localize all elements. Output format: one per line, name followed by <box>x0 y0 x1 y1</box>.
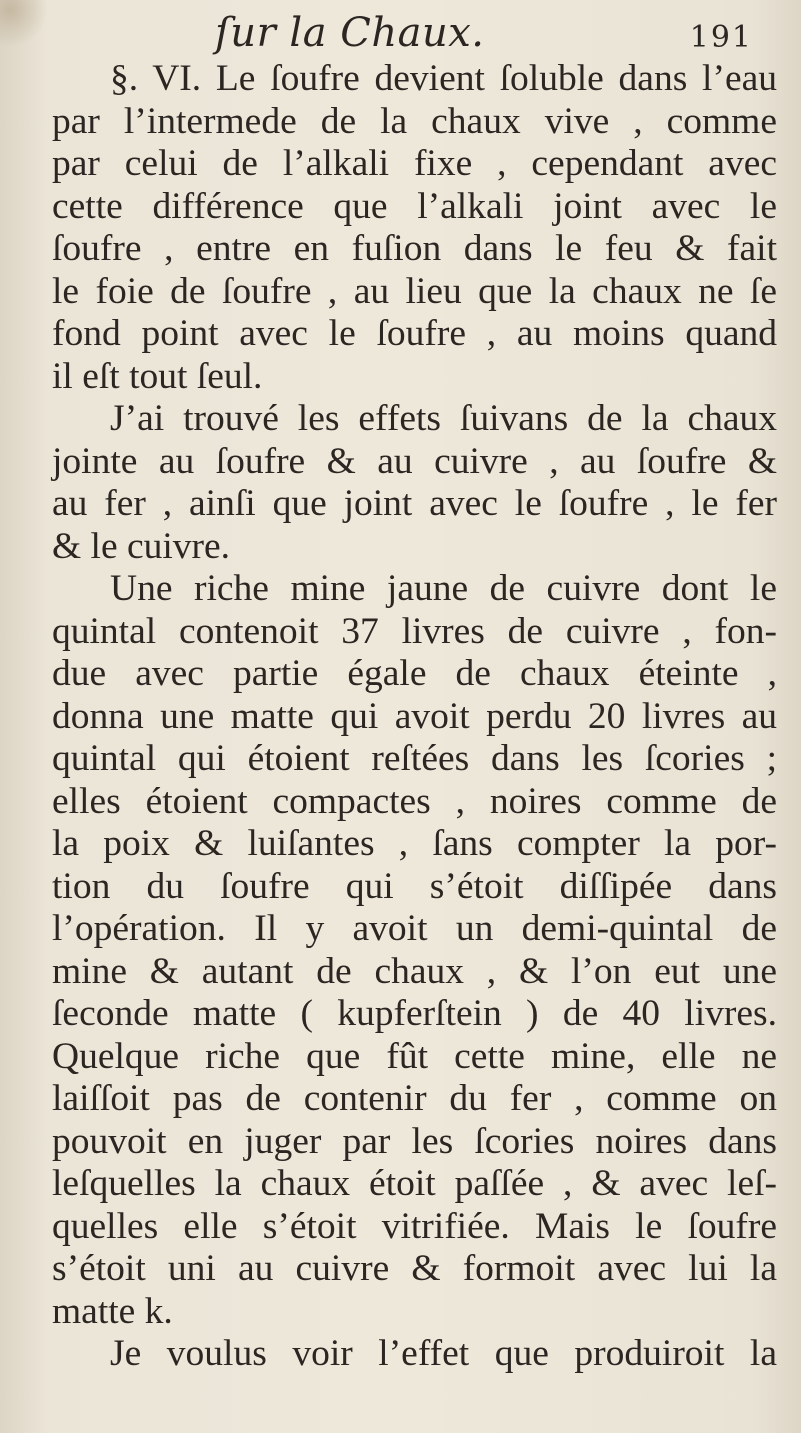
text-line: Quelque riche que fût cette mine, elle ne <box>52 1035 777 1077</box>
text-line: due avec partie égale de chaux éteinte , <box>52 653 777 694</box>
page-header <box>60 4 761 64</box>
text-line: §. VI. Le ſoufre devient ſoluble dans l’eau <box>110 58 777 99</box>
text-line: la poix & luiſantes , ſans compter la por- <box>52 823 777 864</box>
text-line: mine & autant de chaux , & l’on eut une <box>52 950 777 992</box>
text-line: au fer , ainſi que joint avec le ſoufre , le fer <box>52 483 777 524</box>
text-line: s’étoit uni au cuivre & formoit avec lui la <box>52 1248 777 1289</box>
text-line: laiſſoit pas de contenir du fer , comme on <box>52 1078 777 1119</box>
text-line: Je voulus voir l’effet que produiroit la <box>110 1333 777 1374</box>
text-line: leſquelles la chaux étoit paſſée , & avec leſ- <box>52 1163 777 1204</box>
text-line: jointe au ſoufre & au cuivre , au ſoufre & <box>52 440 777 482</box>
text-line: ſeconde matte ( kupferſtein ) de 40 livres. <box>52 993 777 1034</box>
text-line: quintal contenoit 37 livres de cuivre , fon- <box>52 610 777 652</box>
text-line: ſoufre , entre en fuſion dans le feu & fait <box>52 228 777 269</box>
text-line: le foie de ſoufre , au lieu que la chaux ne ſe <box>52 270 777 312</box>
text-line: quelles elle s’étoit vitrifiée. Mais le ſoufre <box>52 1205 777 1247</box>
text-line: par l’intermede de la chaux vive , comme <box>52 100 777 142</box>
text-line: elles étoient compactes , noires comme de <box>52 780 777 822</box>
text-line: il eſt tout ſeul. <box>52 355 263 397</box>
text-line: pouvoit en juger par les ſcories noires dans <box>52 1120 777 1162</box>
page-number: 191 <box>689 20 753 55</box>
text-line: matte k. <box>52 1290 173 1332</box>
text-line: fond point avec le ſoufre , au moins quand <box>52 313 777 354</box>
text-line: quintal qui étoient reſtées dans les ſcories ; <box>52 738 777 779</box>
text-line: par celui de l’alkali fixe , cependant avec <box>52 143 777 184</box>
running-title: ſur la Chaux. <box>215 10 485 56</box>
text-line: Une riche mine jaune de cuivre dont le <box>110 568 777 609</box>
page-corner-stain <box>0 0 48 48</box>
text-line: cette différence que l’alkali joint avec le <box>52 185 777 227</box>
text-line: & le cuivre. <box>52 525 231 567</box>
text-line: donna une matte qui avoit perdu 20 livres au <box>52 695 777 737</box>
body-text <box>52 58 777 1376</box>
text-line: l’opération. Il y avoit un demi-quintal de <box>52 908 777 949</box>
text-line: J’ai trouvé les effets ſuivans de la chaux <box>110 398 777 439</box>
text-line: tion du ſoufre qui s’étoit diſſipée dans <box>52 865 777 907</box>
